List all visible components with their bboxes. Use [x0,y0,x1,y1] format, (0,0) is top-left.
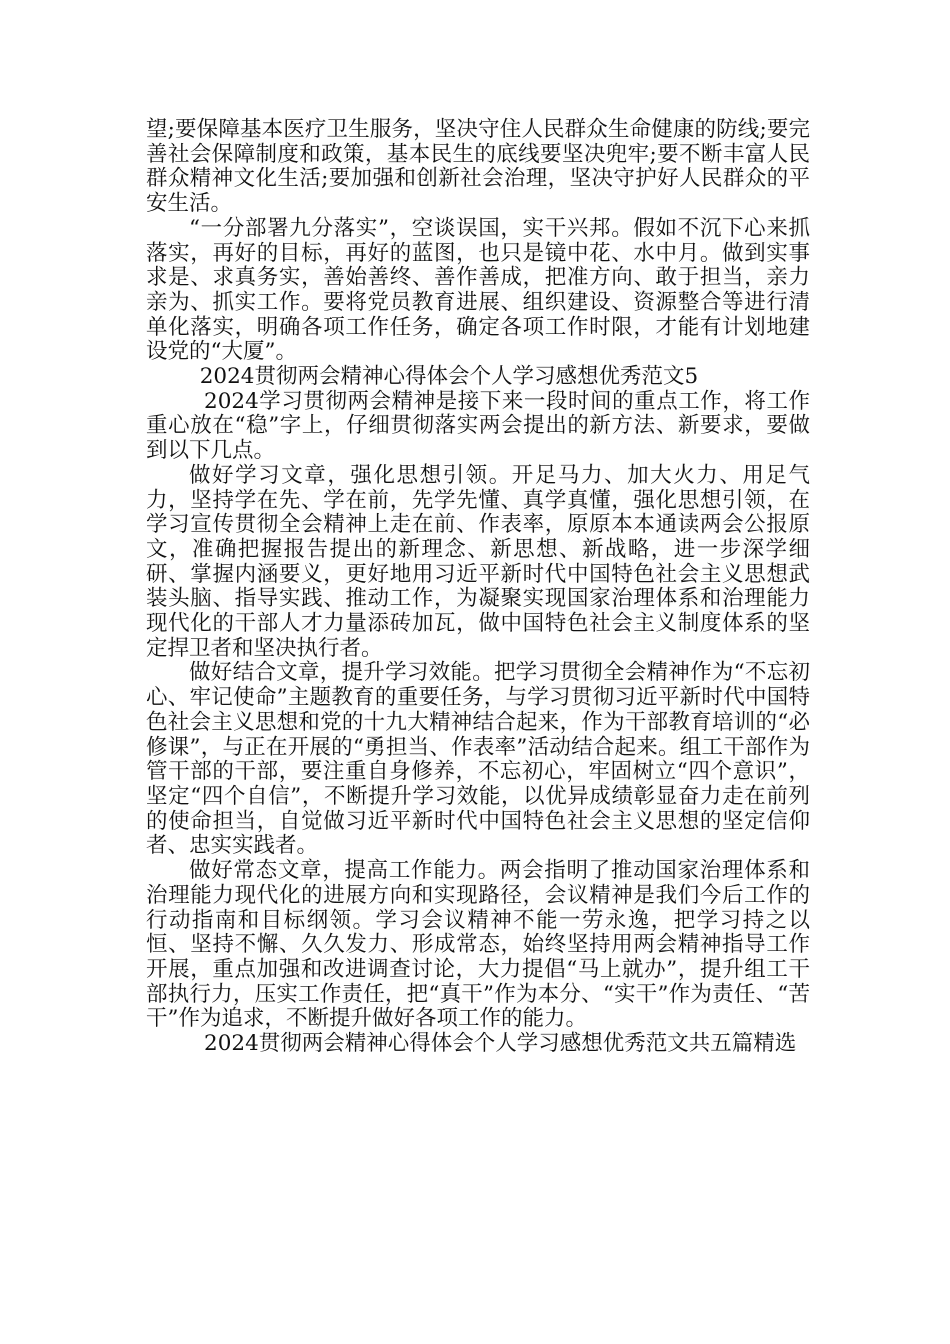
document-page [146,118,810,1057]
paragraph-routine: 做好常态文章，提高工作能力。两会指明了推动国家治理体系和治理能力现代化的进展方向和实现路径，会议精神是我们今后工作的行动指南和目标纲领。学习会议精神不能一劳永逸，把学习持之以恒、坚持不懈、久久发力、形成常态，始终坚持用两会精神指导工作开展，重点加强和改进调查讨论，大力提倡“马上就办”，提升组工干部执行力，压实工作责任，把“真干”作为本分、“实干”作为责任、“苦干”作为追求，不断提升做好各项工作的能力。 [146,858,810,1032]
paragraph-study: 做好学习文章，强化思想引领。开足马力、加大火力、用足气力，坚持学在先、学在前，先学先懂、真学真懂，强化思想引领，在学习宣传贯彻全会精神上走在前、作表率，原原本本通读两会公报原文，准确把握报告提出的新理念、新思想、新战略，进一步深学细研、掌握内涵要义，更好地用习近平新时代中国特色社会主义思想武装头脑、指导实践、推动工作，为凝聚实现国家治理体系和治理能力现代化的干部人才力量添砖加瓦，做中国特色社会主义制度体系的坚定捍卫者和坚决执行者。 [146,462,810,661]
section-heading: 2024贯彻两会精神心得体会个人学习感想优秀范文5 [199,364,699,390]
paragraph-implementation: “一分部署九分落实”，空谈误国，实干兴邦。假如不沉下心来抓落实，再好的目标，再好的蓝图，也只是镜中花、水中月。做到实事求是、求真务实，善始善终、善作善成，把准方向、敢于担当，亲力亲为、抓实工作。要将党员教育进展、组织建设、资源整合等进行清单化落实，明确各项工作任务，确定各项工作时限，才能有计划地建设党的“大厦”。 [146,215,810,365]
paragraph-closing-title: 2024贯彻两会精神心得体会个人学习感想优秀范文共五篇精选 [204,1031,797,1057]
paragraph-intro: 2024学习贯彻两会精神是接下来一段时间的重点工作，将工作重心放在“稳”字上，仔细贯彻落实两会提出的新方法、新要求，要做到以下几点。 [146,388,810,464]
paragraph-continuation: 望;要保障基本医疗卫生服务，坚决守住人民群众生命健康的防线;要完善社会保障制度和政策，基本民生的底线要坚决兜牢;要不断丰富人民群众精神文化生活;要加强和创新社会治理，坚决守护好人民群众的平安生活。 [146,117,810,217]
paragraph-combine: 做好结合文章，提升学习效能。把学习贯彻全会精神作为“不忘初心、牢记使命”主题教育的重要任务，与学习贯彻习近平新时代中国特色社会主义思想和党的十九大精神结合起来，作为干部教育培训的“必修课”，与正在开展的“勇担当、作表率”活动结合起来。组工干部作为管干部的干部，要注重自身修养，不忘初心，牢固树立“四个意识”，坚定“四个自信”，不断提升学习效能，以优异成绩彰显奋力走在前列的使命担当，自觉做习近平新时代中国特色社会主义思想的坚定信仰者、忠实实践者。 [146,660,810,859]
